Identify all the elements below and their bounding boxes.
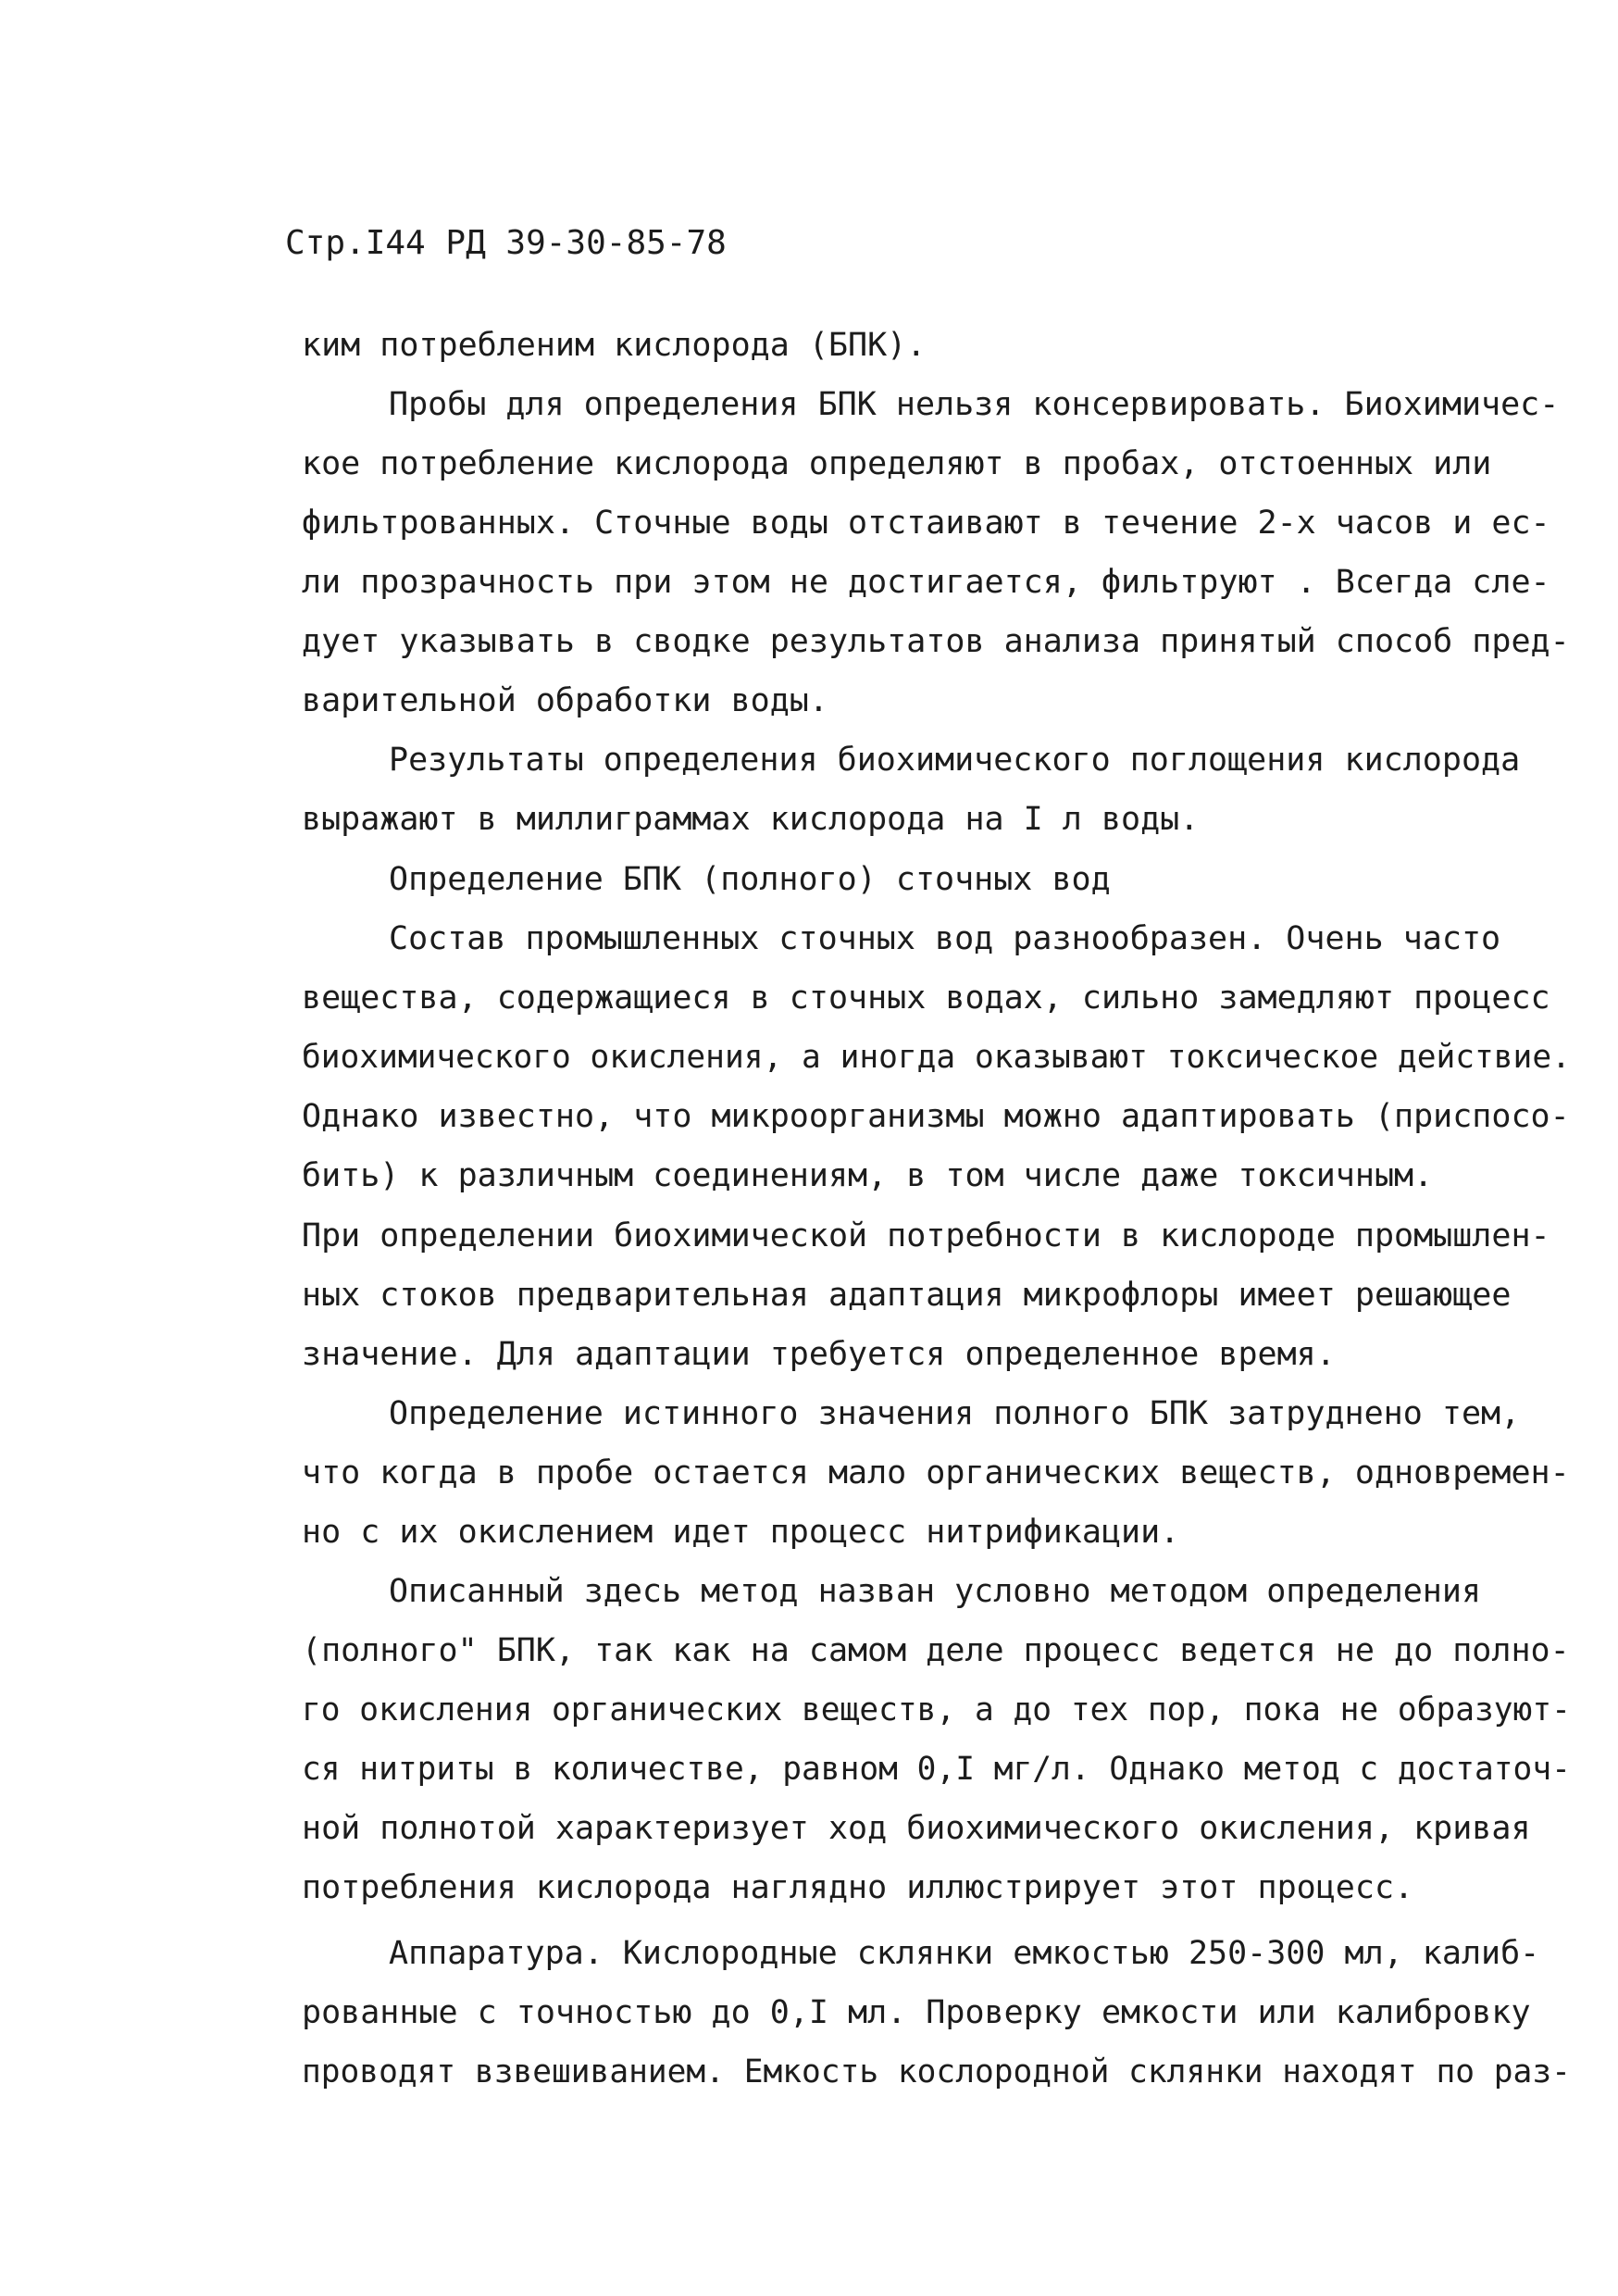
- text-line: (полного" БПК, так как на самом деле процесс ведется не до полно-: [302, 1632, 1570, 1669]
- text-line: кое потребление кислорода определяют в пробах, отстоенных или: [302, 445, 1492, 482]
- text-line: вещества, содержащиеся в сточных водах, сильно замедляют процесс: [302, 980, 1550, 1017]
- text-line: бить) к различным соединениям, в том числе даже токсичным.: [302, 1157, 1434, 1194]
- text-line: рованные с точностью до 0,I мл. Проверку емкости или калибровку: [302, 1994, 1531, 2031]
- text-line: Пробы для определения БПК нельзя консервировать. Биохимичес-: [389, 386, 1560, 423]
- text-line: проводят взвешиванием. Емкость кослородной склянки находят по раз-: [302, 2053, 1571, 2090]
- text-line: Состав промышленных сточных вод разнообразен. Очень часто: [389, 920, 1501, 957]
- text-line: Однако известно, что микроорганизмы можно адаптировать (приспосо-: [302, 1098, 1570, 1135]
- text-line: го окисления органических веществ, а до тех пор, пока не образуют-: [302, 1691, 1571, 1728]
- page-header: Стр.I44 РД 39-30-85-78: [285, 224, 727, 262]
- text-line: Определение истинного значения полного БПК затруднено тем,: [389, 1395, 1521, 1432]
- text-line: что когда в пробе остается мало органических веществ, одновремен-: [302, 1454, 1570, 1491]
- text-line: выражают в миллиграммах кислорода на I л воды.: [302, 801, 1200, 838]
- text-line: ных стоков предварительная адаптация микрофлоры имеет решающее: [302, 1277, 1512, 1314]
- text-line: Результаты определения биохимического поглощения кислорода: [389, 742, 1521, 779]
- text-line: варительной обработки воды.: [302, 682, 828, 719]
- text-line: но с их окислением идет процесс нитрификации.: [302, 1514, 1180, 1551]
- text-line: При определении биохимической потребности в кислороде промышлен-: [302, 1217, 1550, 1254]
- text-line: потребления кислорода наглядно иллюстрирует этот процесс.: [302, 1869, 1414, 1906]
- text-line: дует указывать в сводке результатов анализа принятый способ пред-: [302, 623, 1570, 660]
- text-line: ной полнотой характеризует ход биохимического окисления, кривая: [302, 1810, 1531, 1847]
- section-heading: Определение БПК (полного) сточных вод: [389, 861, 1111, 898]
- text-line: биохимического окисления, а иногда оказывают токсическое действие.: [302, 1039, 1571, 1076]
- text-line: ким потребленим кислорода (БПК).: [302, 327, 927, 364]
- text-line: Аппаратура. Кислородные склянки емкостью 250-300 мл, калиб-: [389, 1935, 1540, 1972]
- text-line: ся нитриты в количестве, равном 0,I мг/л. Однако метод с достаточ-: [302, 1751, 1571, 1788]
- text-line: ли прозрачность при этом не достигается, фильтруют . Всегда сле-: [302, 564, 1550, 601]
- text-line: фильтрованных. Сточные воды отстаивают в течение 2-х часов и ес-: [302, 505, 1550, 542]
- text-line: значение. Для адаптации требуется определенное время.: [302, 1336, 1336, 1373]
- text-line: Описанный здесь метод назван условно методом определения: [389, 1573, 1482, 1610]
